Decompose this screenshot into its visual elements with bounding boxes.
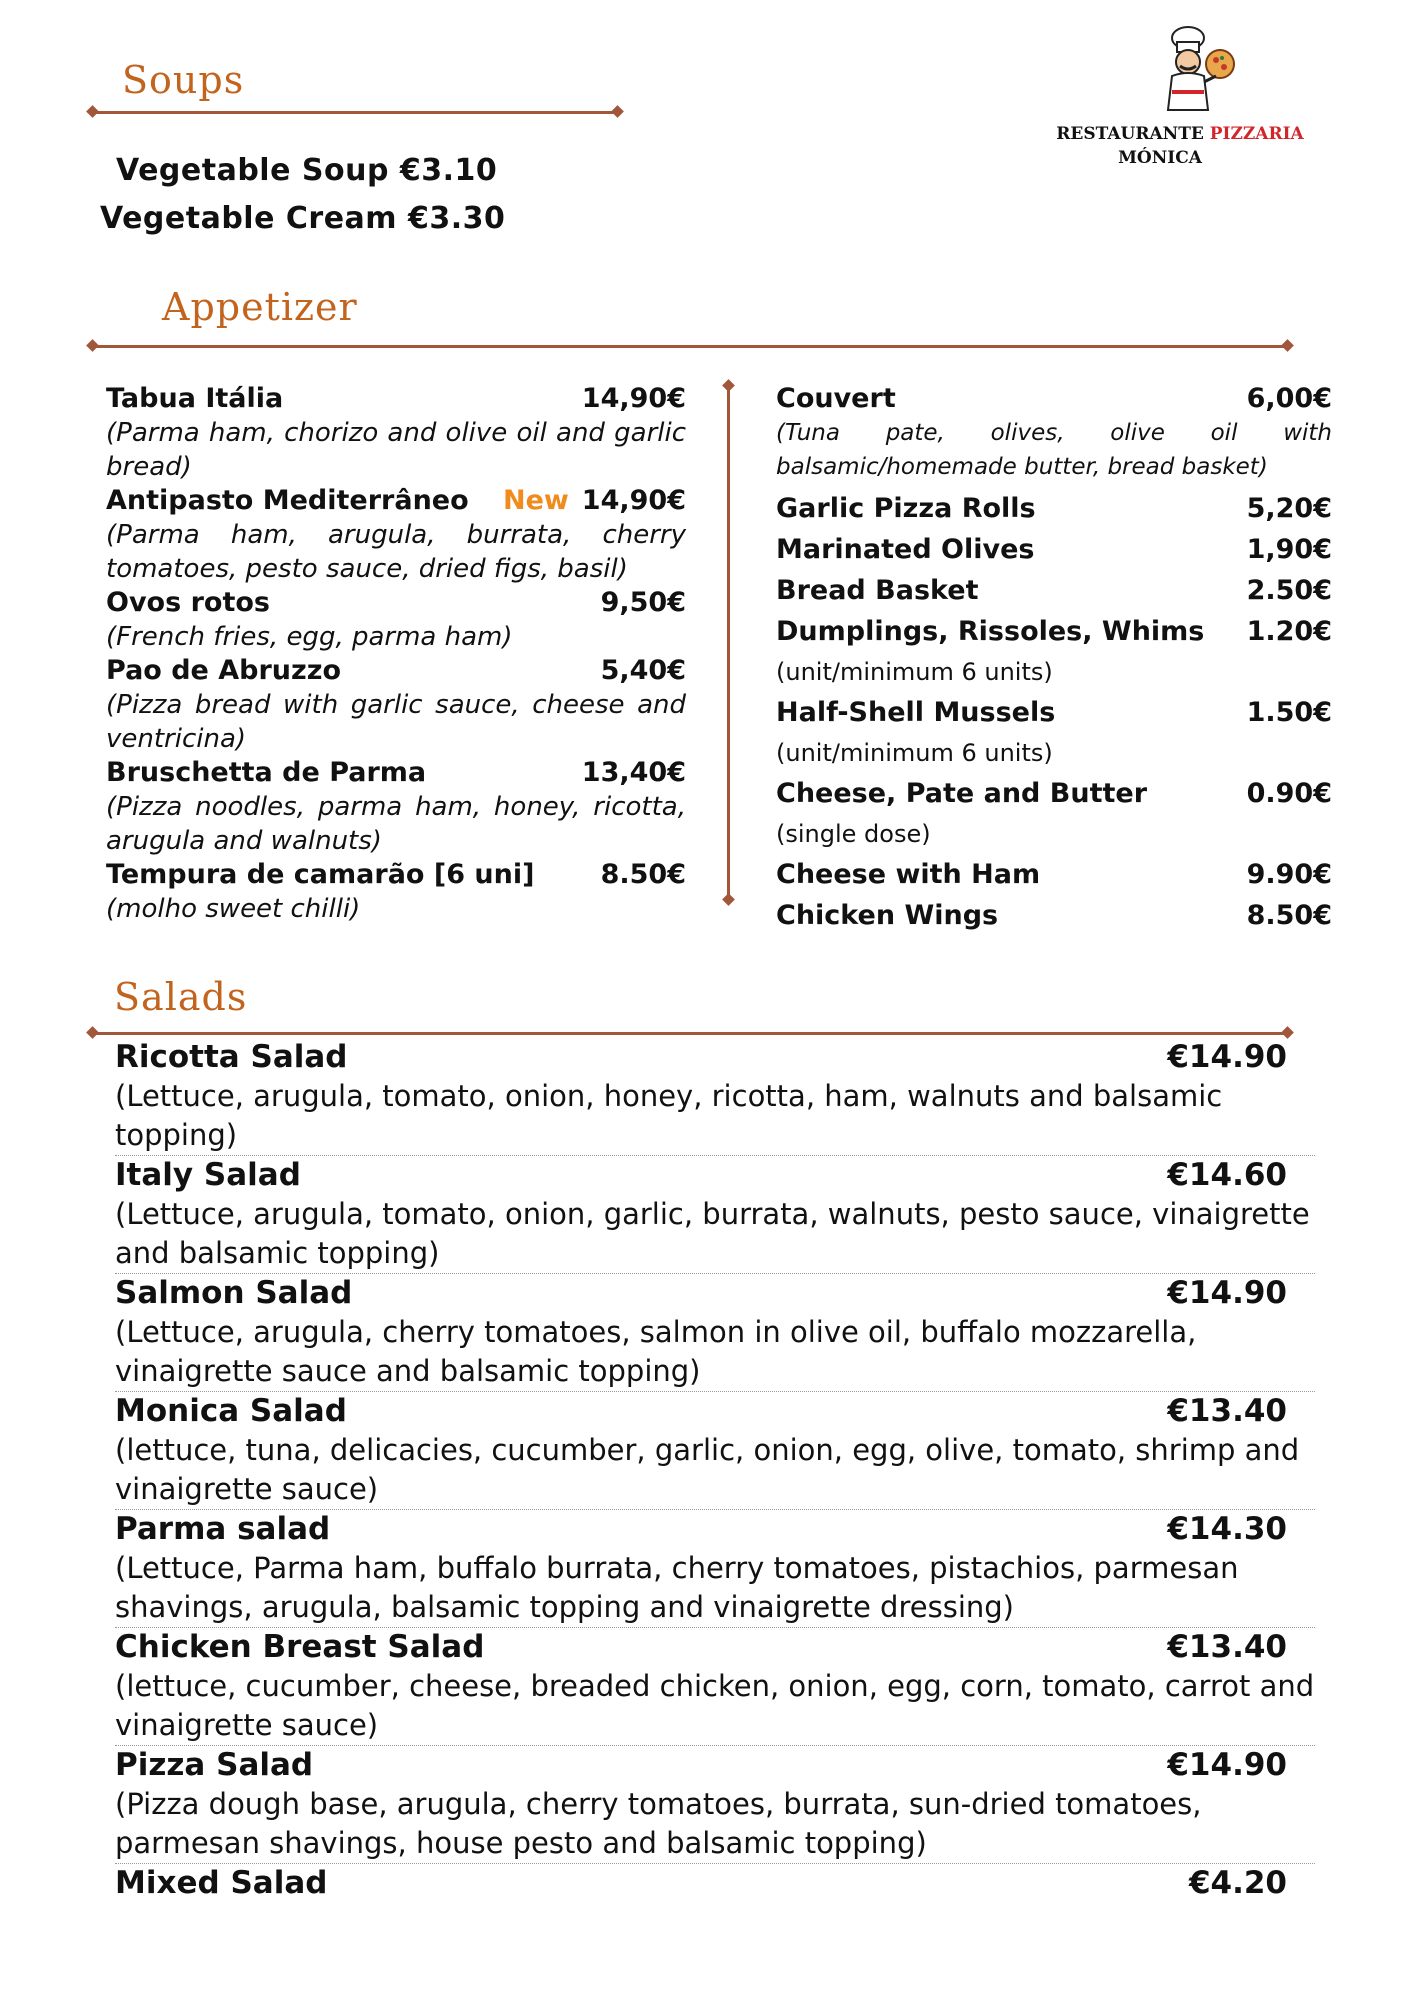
item-price: €14.30 [1167, 1511, 1287, 1547]
appetizer-item [776, 854, 1332, 895]
item-description: (Lettuce, arugula, tomato, onion, honey, ricotta, ham, walnuts and balsamic topping) [115, 1079, 1223, 1152]
logo-brand-line1: RESTAURANTE PIZZARIA [1056, 124, 1304, 144]
item-name: Italy Salad [115, 1157, 301, 1193]
item-price: 1.50€ [1246, 697, 1332, 728]
soup-item-vegetable-soup: Vegetable Soup €3.10 [116, 153, 498, 188]
item-description: (lettuce, tuna, delicacies, cucumber, garlic, onion, egg, olive, tomato, shrimp and vinaigrette sauce) [115, 1433, 1300, 1506]
item-name: Garlic Pizza Rolls [776, 493, 1036, 524]
salad-item [115, 1392, 1315, 1510]
item-price: 0.90€ [1246, 778, 1332, 809]
appetizer-right-column [776, 382, 1332, 936]
item-description: (Tuna pate, olives, olive oil with balsamic/homemade butter, bread basket) [776, 420, 1332, 480]
salad-item [115, 1038, 1315, 1156]
logo-brand-line2: MÓNICA [1118, 148, 1202, 168]
appetizer-item [106, 382, 686, 484]
item-price: 6,00€ [1246, 383, 1332, 414]
appetizer-item [776, 773, 1332, 854]
appetizer-item [776, 382, 1332, 484]
item-price: 1,90€ [1246, 534, 1332, 565]
item-name: Monica Salad [115, 1393, 347, 1429]
appetizer-item [106, 756, 686, 858]
item-name: Ricotta Salad [115, 1039, 348, 1075]
salads-list [115, 1038, 1315, 1903]
item-price: 14,90€ [581, 383, 686, 414]
salads-title: Salads [114, 975, 248, 1019]
new-badge: New [503, 485, 569, 516]
appetizer-item [106, 858, 686, 926]
item-price: €14.90 [1167, 1039, 1287, 1075]
item-description: (Parma ham, chorizo and olive oil and garlic bread) [106, 418, 686, 482]
item-name: Tabua Itália [106, 383, 284, 414]
item-name: Tempura de camarão [6 uni] [106, 859, 535, 890]
salad-item [115, 1156, 1315, 1274]
item-name: Parma salad [115, 1511, 331, 1547]
appetizer-item [106, 654, 686, 756]
item-name: Couvert [776, 383, 896, 414]
soups-title: Soups [122, 58, 245, 102]
item-description: (Lettuce, arugula, cherry tomatoes, salmon in olive oil, buffalo mozzarella, vinaigrette sauce and balsamic topping) [115, 1315, 1197, 1388]
salad-item [115, 1864, 1315, 1903]
item-note: (single dose) [776, 820, 931, 848]
item-price: 14,90€ [581, 485, 686, 516]
item-name: Pao de Abruzzo [106, 655, 342, 686]
appetizer-item [106, 586, 686, 654]
item-name: Bread Basket [776, 575, 979, 606]
appetizer-item [776, 529, 1332, 570]
item-description: (Lettuce, arugula, tomato, onion, garlic, burrata, walnuts, pesto sauce, vinaigrette and balsamic topping) [115, 1197, 1310, 1270]
chef-icon [1150, 24, 1240, 114]
soups-divider [92, 111, 618, 114]
item-name: Bruschetta de Parma [106, 757, 427, 788]
item-name: Salmon Salad [115, 1275, 353, 1311]
item-description: (molho sweet chilli) [106, 894, 361, 924]
item-note: (unit/minimum 6 units) [776, 658, 1053, 686]
salads-divider [92, 1032, 1288, 1035]
item-price: 8.50€ [1246, 900, 1332, 931]
item-price: €14.90 [1167, 1747, 1287, 1783]
item-name: Cheese, Pate and Butter [776, 778, 1148, 809]
item-name: Chicken Wings [776, 900, 999, 931]
appetizer-item [106, 484, 686, 586]
item-price: 9.90€ [1246, 859, 1332, 890]
appetizer-item [776, 570, 1332, 611]
salad-item [115, 1746, 1315, 1864]
soup-item-vegetable-cream: Vegetable Cream €3.30 [100, 201, 506, 236]
restaurant-logo [1040, 24, 1320, 168]
item-name: Mixed Salad [115, 1865, 328, 1901]
item-price: €14.60 [1167, 1157, 1287, 1193]
salad-item [115, 1628, 1315, 1746]
item-name: Ovos rotos [106, 587, 270, 618]
appetizer-item [776, 895, 1332, 936]
item-description: (Pizza noodles, parma ham, honey, ricotta, arugula and walnuts) [106, 792, 686, 856]
item-name: Dumplings, Rissoles, Whims [776, 616, 1205, 647]
item-price: 2.50€ [1246, 575, 1332, 606]
appetizer-column-divider [727, 385, 730, 900]
item-price: 5,40€ [600, 655, 686, 686]
item-price: €13.40 [1167, 1629, 1287, 1665]
appetizer-item [776, 611, 1332, 692]
item-name: Half-Shell Mussels [776, 697, 1056, 728]
item-description: (lettuce, cucumber, cheese, breaded chicken, onion, egg, corn, tomato, carrot and vinaigrette sauce) [115, 1669, 1315, 1742]
item-description: (Parma ham, arugula, burrata, cherry tomatoes, pesto sauce, dried figs, basil) [106, 520, 686, 584]
item-price: 1.20€ [1246, 616, 1332, 647]
item-name: Antipasto Mediterrâneo [106, 485, 469, 516]
item-name: Marinated Olives [776, 534, 1035, 565]
item-price: €4.20 [1188, 1865, 1287, 1901]
item-price: 13,40€ [581, 757, 686, 788]
item-name: Cheese with Ham [776, 859, 1041, 890]
appetizer-item [776, 488, 1332, 529]
item-price: 8.50€ [600, 859, 686, 890]
appetizer-item [776, 692, 1332, 773]
item-description: (Lettuce, Parma ham, buffalo burrata, cherry tomatoes, pistachios, parmesan shavings, arugula, balsamic topping and vinaigrette dressing) [115, 1551, 1239, 1624]
item-name: Chicken Breast Salad [115, 1629, 485, 1665]
item-description: (Pizza dough base, arugula, cherry tomatoes, burrata, sun-dried tomatoes, parmesan shavings, house pesto and balsamic topping) [115, 1787, 1202, 1860]
item-price: €14.90 [1167, 1275, 1287, 1311]
salad-item [115, 1274, 1315, 1392]
item-price: 9,50€ [600, 587, 686, 618]
item-note: (unit/minimum 6 units) [776, 739, 1053, 767]
appetizer-left-column [106, 382, 686, 926]
item-description: (Pizza bread with garlic sauce, cheese and ventricina) [106, 690, 686, 754]
item-name: Pizza Salad [115, 1747, 314, 1783]
item-price: 5,20€ [1246, 493, 1332, 524]
appetizer-divider [92, 345, 1288, 348]
salad-item [115, 1510, 1315, 1628]
item-price: €13.40 [1167, 1393, 1287, 1429]
appetizer-title: Appetizer [162, 285, 358, 329]
item-description: (French fries, egg, parma ham) [106, 622, 513, 652]
